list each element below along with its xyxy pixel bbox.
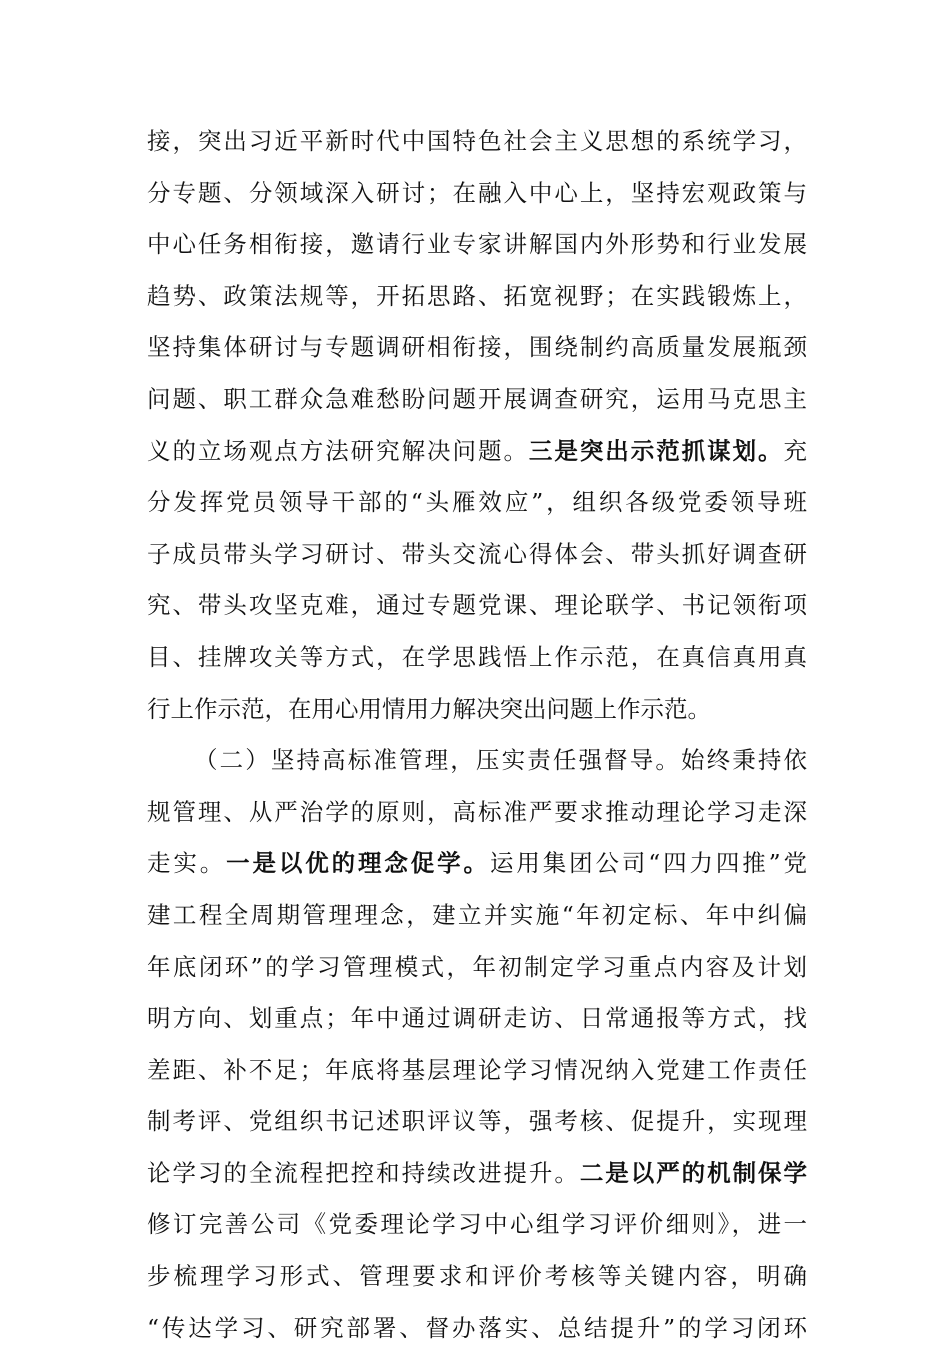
text-line [147,219,807,271]
body-text: 分发挥党员领导干部的“头雁效应”，组织各级党委领导班 [147,488,807,517]
text-line [147,1251,807,1303]
body-text: 义的立场观点方法研究解决问题。 [147,436,529,465]
text-line [147,116,807,168]
body-text: 究、带头攻坚克难，通过专题党课、理论联学、书记领衔项 [147,591,807,620]
body-text: 建工程全周期管理理念，建立并实施“年初定标、年中纠偏 [147,900,807,929]
body-text: 走实。 [147,849,227,878]
body-text: 制考评、党组织书记述职评议等，强考核、促提升，实现理 [147,1107,807,1136]
body-text: 趋势、政策法规等，开拓思路、拓宽视野；在实践锻炼上， [147,281,807,310]
body-text: （二）坚持高标准管理，压实责任强督导。始终秉持依 [194,746,807,775]
body-text: 规管理、从严治学的原则，高标准严要求推动理论学习走深 [147,797,807,826]
text-line [147,426,807,478]
body-text: 运用集团公司“四力四推”党 [489,849,807,878]
body-text: 差距、补不足；年底将基层理论学习情况纳入党建工作责任 [147,1055,807,1084]
body-text: 分专题、分领域深入研讨；在融入中心上，坚持宏观政策与 [147,178,807,207]
document-body [147,116,807,1354]
text-line [147,890,807,942]
body-text: 坚持集体研讨与专题调研相衔接，围绕制约高质量发展瓶颈 [147,333,807,362]
body-text: “传达学习、研究部署、督办落实、总结提升”的学习闭环 [147,1313,807,1342]
body-text: 问题、职工群众急难愁盼问题开展调查研究，运用马克思主 [147,384,807,413]
text-line [147,684,807,736]
body-text: 明方向、划重点；年中通过调研走访、日常通报等方式，找 [147,1004,807,1033]
body-text: 目、挂牌攻关等方式，在学思践悟上作示范，在真信真用真 [147,642,807,671]
text-line [147,477,807,529]
text-line [147,993,807,1045]
bold-heading-text: 二是以严的机制保学 [579,1158,807,1187]
text-line [147,787,807,839]
text-line [147,838,807,890]
text-line [147,1148,807,1200]
text-line [147,1303,807,1354]
text-line [147,735,807,787]
body-text: 修订完善公司《党委理论学习中心组学习评价细则》，进一 [147,1210,807,1239]
text-line [147,1096,807,1148]
text-line [147,322,807,374]
body-text: 充 [783,436,807,465]
text-line [147,168,807,220]
text-line [147,271,807,323]
body-text: 中心任务相衔接，邀请行业专家讲解国内外形势和行业发展 [147,230,807,259]
body-text: 年底闭环”的学习管理模式，年初制定学习重点内容及计划 [147,952,807,981]
text-line [147,1045,807,1097]
text-line [147,374,807,426]
body-text: 步梳理学习形式、管理要求和评价考核等关键内容，明确 [147,1262,807,1291]
bold-heading-text: 三是突出示范抓谋划。 [528,436,784,465]
body-text: 子成员带头学习研讨、带头交流心得体会、带头抓好调查研 [147,539,807,568]
bold-heading-text: 一是以优的理念促学。 [226,849,490,878]
text-line [147,632,807,684]
body-text: 行上作示范，在用心用情用力解决突出问题上作示范。 [147,694,711,723]
body-text: 接，突出习近平新时代中国特色社会主义思想的系统学习， [147,127,807,155]
text-line [147,1199,807,1251]
text-line [147,529,807,581]
text-line [147,942,807,994]
body-text: 论学习的全流程把控和持续改进提升。 [147,1158,580,1187]
text-line [147,580,807,632]
